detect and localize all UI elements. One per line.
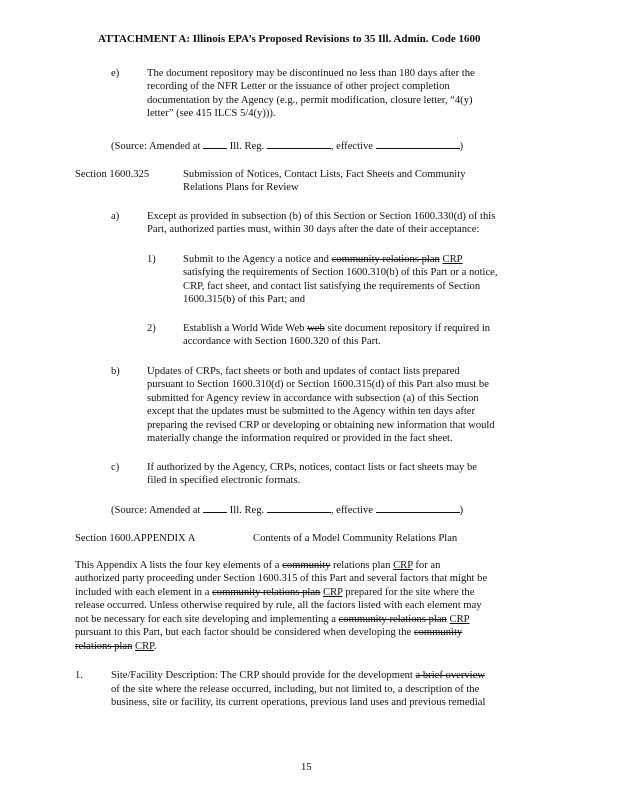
sub-a2-label: 2) [147, 323, 156, 334]
sub-b-line: Updates of CRPs, fact sheets or both and updates of contact lists prepared [147, 366, 460, 377]
sub-a2-line [183, 322, 490, 335]
text-span: not be necessary for each site developing and implementing a [75, 614, 339, 625]
deleted-text: community relations plan [212, 587, 321, 598]
inserted-text: CRP [449, 614, 470, 625]
deleted-text: web [307, 323, 325, 334]
blank-date [376, 503, 460, 513]
item-1-line [111, 669, 485, 682]
section-number: Section 1600.325 [75, 169, 150, 180]
text-span: for an [412, 560, 441, 571]
page-header: ATTACHMENT A: Illinois EPA’s Proposed Revisions to 35 Ill. Admin. Code 1600 [98, 33, 481, 45]
text-span: Submit to the Agency a notice and [183, 254, 332, 265]
source-note-2 [111, 503, 463, 517]
sub-a-line: Part, authorized parties must, within 30 days after the date of their acceptance: [147, 224, 480, 235]
appendix-line: authorized party proceeding under Section 1600.315 of this Part and several factors that might be [75, 573, 488, 584]
deleted-text: community relations plan [331, 254, 440, 265]
source-pre: (Source: Amended at [111, 505, 201, 516]
appendix-line [75, 586, 474, 599]
sub-a1-line: CRP, fact sheet, and contact list satisfying the requirements of Section [183, 281, 481, 292]
blank-date [376, 139, 460, 149]
sub-a1-line: 1600.315(b) of this Part; and [183, 294, 306, 305]
item-1-line: of the site where the release occurred, including, but not limited to, a description of the [111, 684, 480, 695]
appendix-line [75, 626, 462, 639]
page-number: 15 [301, 762, 312, 773]
text-span: relations plan [330, 560, 394, 571]
sub-a2-line: accordance with Section 1600.320 of this Part. [183, 336, 381, 347]
inserted-text: CRP [393, 560, 413, 571]
deleted-text: a brief overview [415, 670, 485, 681]
item-e-line: letter” (see 415 ILCS 5/4(y))). [147, 108, 276, 119]
sub-b-line: except that the updates must be submitted to the Agency within ten days after [147, 406, 476, 417]
text-span: Site/Facility Description: The CRP should provide for the development [111, 670, 416, 681]
text-span: included with each element in a [75, 587, 213, 598]
text-span: pursuant to this Part, but each factor should be considered when developing the [75, 627, 414, 638]
deleted-text: relations plan [75, 641, 133, 652]
sub-b-line: submitted for Agency review in accordance with subsection (a) of this Section [147, 393, 479, 404]
sub-b-line: pursuant to Section 1600.310(d) or Section 1600.315(d) of this Part also must be [147, 379, 489, 390]
source-illreg: Ill. Reg. [229, 505, 265, 516]
item-e-label: e) [111, 68, 120, 79]
blank-volume [203, 139, 227, 149]
blank-page [267, 503, 331, 513]
sub-a-line: Except as provided in subsection (b) of this Section or Section 1600.330(d) of this [147, 211, 496, 222]
inserted-text: CRP [323, 587, 343, 598]
sub-c-label: c) [111, 462, 120, 473]
text-span: site document repository if required in [324, 323, 491, 334]
appendix-title: Contents of a Model Community Relations Plan [253, 533, 458, 544]
inserted-text: CRP [442, 254, 463, 265]
item-1-line: business, site or facility, its current operations, previous land uses and previous remedial [111, 697, 486, 708]
appendix-line [75, 613, 470, 626]
blank-volume [203, 503, 227, 513]
inserted-text: CRP [135, 641, 154, 652]
source-effective: , effective [330, 505, 373, 516]
deleted-text: community [413, 627, 463, 638]
text-span: Establish a World Wide Web [183, 323, 308, 334]
appendix-line [75, 640, 157, 653]
source-illreg: Ill. Reg. [229, 141, 265, 152]
section-title: Relations Plans for Review [183, 182, 299, 193]
sub-b-label: b) [111, 366, 120, 377]
section-title: Submission of Notices, Contact Lists, Fact Sheets and Community [183, 169, 466, 180]
sub-b-line: materially change the information required or provided in the fact sheet. [147, 433, 453, 444]
item-e-line: The document repository may be discontinued no less than 180 days after the [147, 68, 475, 79]
text-span: This Appendix A lists the four key elements of a [75, 560, 283, 571]
item-e-line: recording of the NFR Letter or the issuance of other project completion [147, 81, 450, 92]
text-span: . [153, 641, 157, 652]
appendix-number: Section 1600.APPENDIX A [75, 533, 196, 544]
source-effective: , effective [330, 141, 373, 152]
text-span: prepared for the site where the [342, 587, 475, 598]
sub-a1-line: satisfying the requirements of Section 1600.310(b) of this Part or a notice, [183, 267, 498, 278]
sub-c-line: If authorized by the Agency, CRPs, notices, contact lists or fact sheets may be [147, 462, 477, 473]
source-pre: (Source: Amended at [111, 141, 201, 152]
source-note-1 [111, 139, 463, 153]
deleted-text: community [282, 560, 331, 571]
item-e-line: documentation by the Agency (e.g., permit modification, closure letter, “4(y) [147, 95, 473, 106]
source-end: ) [459, 141, 464, 152]
sub-c-line: filed in specified electronic formats. [147, 475, 301, 486]
item-1-label: 1. [75, 670, 83, 681]
blank-page [267, 139, 331, 149]
appendix-line: release occurred. Unless otherwise required by rule, all the factors listed with each element may [75, 600, 482, 611]
source-end: ) [459, 505, 464, 516]
sub-b-line: preparing the revised CRP or developing or obtaining new information that would [147, 420, 495, 431]
sub-a-label: a) [111, 211, 120, 222]
appendix-line [75, 559, 440, 572]
deleted-text: community relations plan [338, 614, 447, 625]
sub-a1-line [183, 253, 463, 266]
sub-a1-label: 1) [147, 254, 156, 265]
